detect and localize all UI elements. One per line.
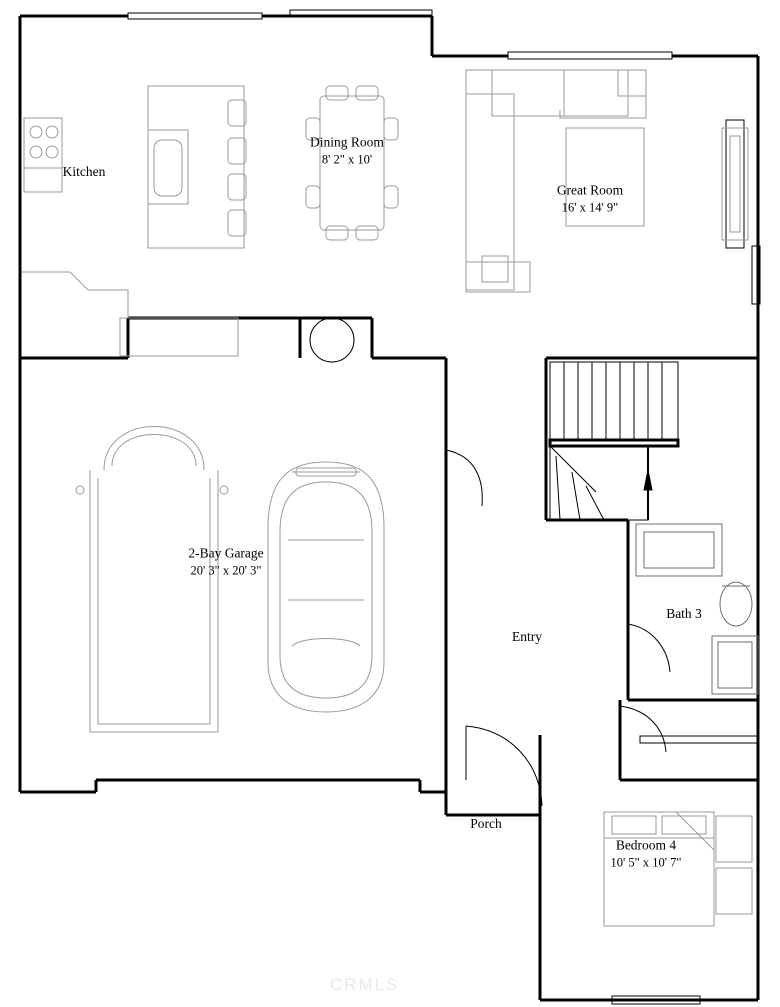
bath-door-arc: [628, 624, 670, 700]
room-label-bedroom-4: [611, 836, 682, 871]
room-name: Bath 3: [666, 605, 702, 621]
room-label-garage: [188, 544, 263, 579]
room-name: Entry: [512, 628, 542, 644]
interior-detail-lines: [446, 358, 628, 815]
room-label-entry: [512, 628, 542, 646]
bedroom-door-arc: [620, 706, 666, 752]
room-dims: 8' 2" x 10': [321, 152, 373, 167]
room-name: Great Room: [556, 182, 624, 198]
room-name: Bedroom 4: [615, 837, 677, 853]
room-dims: 20' 3" x 20' 3": [190, 563, 262, 578]
room-dims: 10' 5" x 10' 7": [610, 855, 682, 870]
room-name: Porch: [470, 815, 502, 831]
room-label-porch: [470, 815, 502, 833]
watermark: CRMLS: [330, 975, 400, 994]
kitchen-fixtures: [22, 86, 246, 356]
staircase: [550, 362, 678, 520]
garage-door-arc: [310, 318, 482, 520]
room-label-kitchen: [63, 163, 106, 181]
room-label-dining-room: [310, 133, 384, 168]
room-name: 2-Bay Garage: [188, 545, 264, 561]
room-label-great-room: [557, 181, 623, 216]
room-dims: 16' x 14' 9": [561, 200, 619, 215]
room-label-bath-3: [666, 605, 702, 623]
entry-door-arc: [466, 726, 542, 815]
room-name: Kitchen: [62, 163, 106, 179]
room-name: Dining Room: [310, 134, 384, 150]
